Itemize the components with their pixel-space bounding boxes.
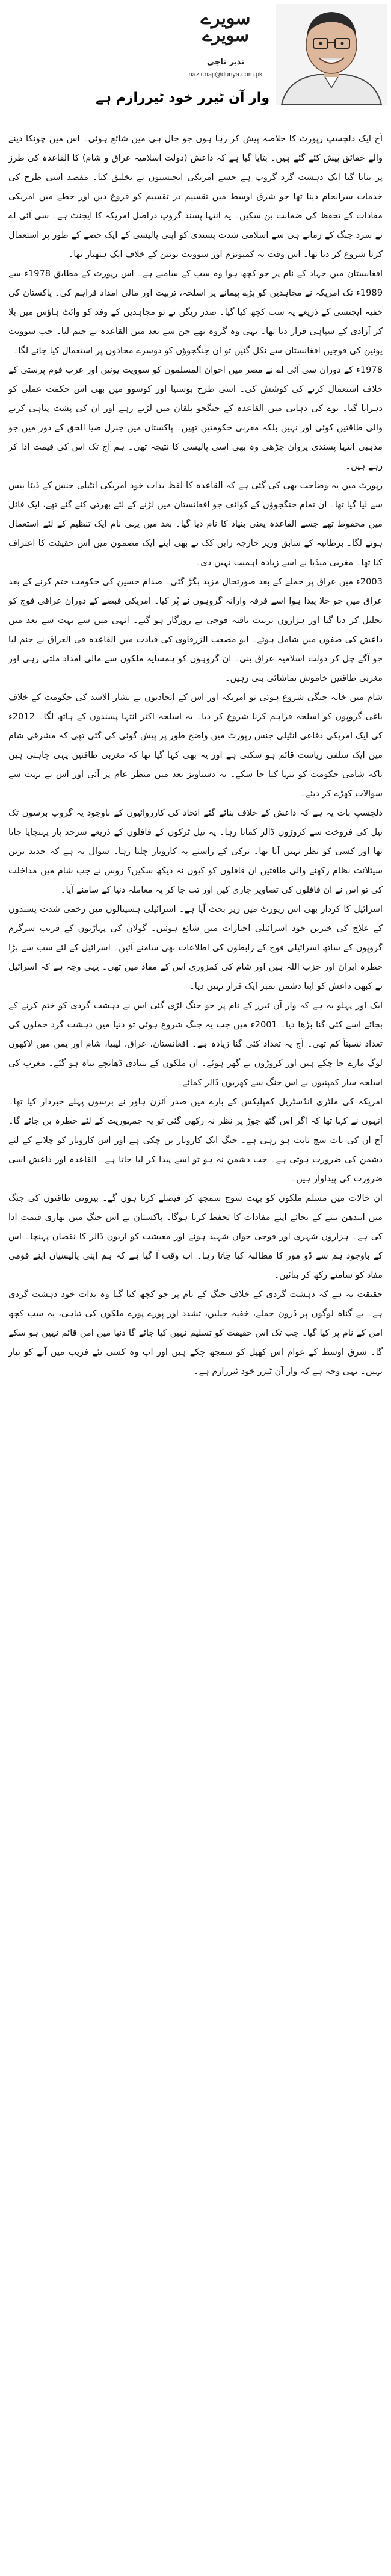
article-paragraph: ایک اور پہلو یہ ہے کہ وار آن ٹیرر کے نام پر جو جنگ لڑی گئی اس نے دہشت گردی کو ختم کرنے کے بجائے اسے کئی گنا بڑھا دیا۔ 2001ء میں جب یہ جنگ شروع ہوئی تو دنیا میں دہشت گرد حملوں کی تعداد نسبتاً کم تھی۔ آج یہ تعداد کئی گنا زیادہ ہے۔ افغانستان، عراق، لیبیا، شام اور یمن میں لاکھوں لوگ مارے جا چکے ہیں اور کروڑوں بے گھر ہوئے۔ ان ملکوں کے بنیادی ڈھانچے تباہ ہو گئے۔ مغرب کی اسلحہ ساز کمپنیوں نے اس جنگ سے کھربوں ڈالر کمائے۔ — [8, 1000, 383, 1088]
author-email: nazir.naji@dunya.com.pk — [188, 71, 263, 78]
article-paragraph: شام میں خانہ جنگی شروع ہوئی تو امریکہ اور اس کے اتحادیوں نے بشار الاسد کی حکومت کے خلاف باغی گروپوں کو اسلحہ فراہم کرنا شروع کر دیا۔ یہ اسلحہ اکثر انتہا پسندوں کے ہاتھ لگا۔ 2012ء کی ایک امریکی دفاعی انٹیلی جنس رپورٹ میں واضح طور پر پیش گوئی کی گئی تھی کہ مشرقی شام میں ایک سلفی ریاست قائم ہو سکتی ہے اور یہ بھی کہا گیا تھا کہ مغربی طاقتیں یہی چاہتی ہیں تاکہ شامی حکومت کو تنہا کیا جا سکے۔ یہ دستاویز بعد میں منظر عام پر آئی اور اس نے بہت سے سوالات کھڑے کر دیئے۔ — [8, 692, 383, 799]
article-paragraph: امریکہ کی ملٹری انڈسٹریل کمپلیکس کے بارے میں صدر آئزن ہاور نے برسوں پہلے خبردار کیا تھا۔ انہوں نے کہا تھا کہ اگر اس گٹھ جوڑ پر نظر نہ رکھی گئی تو یہ جمہوریت کے لئے خطرہ بن جائے گا۔ آج ان کی بات سچ ثابت ہو رہی ہے۔ جنگ ایک کاروبار بن چکی ہے اور اس کاروبار کو چلانے کے لئے دشمن کی ضرورت ہوتی ہے۔ جب دشمن نہ ہو تو اسے پیدا کر لیا جاتا ہے۔ القاعدہ اور داعش اسی ضرورت کی پیداوار ہیں۔ — [8, 1097, 383, 1184]
author-photo — [276, 4, 387, 105]
article-paragraph: حقیقت یہ ہے کہ دہشت گردی کے خلاف جنگ کے نام پر جو کچھ کیا گیا وہ بذات خود دہشت گردی ہے۔ بے گناہ لوگوں پر ڈرون حملے، خفیہ جیلیں، تشدد اور پورے پورے ملکوں کی تباہی، یہ سب کچھ امن کے نام پر کیا گیا۔ جب تک اس حقیقت کو تسلیم نہیں کیا جائے گا دنیا میں امن قائم نہیں ہو سکے گا۔ شرق اوسط کے عوام اس کھیل کو سمجھ چکے ہیں اور اب وہ کسی نئے فریب میں آنے کو تیار نہیں۔ یہی وجہ ہے کہ وار آن ٹیرر خود ٹیررازم ہے۔ — [8, 1289, 383, 1376]
column-logo-line1: سویرے — [200, 8, 251, 29]
article-paragraph: اسرائیل کا کردار بھی اس رپورٹ میں زیر بحث آیا ہے۔ اسرائیلی ہسپتالوں میں زخمی شدت پسندوں کے علاج کی خبریں خود اسرائیلی اخبارات میں شائع ہوئیں۔ گولان کی پہاڑیوں کے قریب سرگرم گروپوں کے ساتھ اسرائیلی فوج کے رابطوں کی اطلاعات بھی سامنے آئیں۔ اسرائیل کے لئے سب سے بڑا خطرہ ایران اور حزب اللہ ہیں اور شام کی کمزوری اس کے مفاد میں تھی۔ یہی وجہ ہے کہ اسرائیل نے کبھی داعش کو اپنا دشمن نمبر ایک قرار نہیں دیا۔ — [8, 904, 383, 991]
article-paragraph: ان حالات میں مسلم ملکوں کو بہت سوچ سمجھ کر فیصلے کرنا ہوں گے۔ بیرونی طاقتوں کی جنگ میں ایندھن بننے کے بجائے اپنے مفادات کا تحفظ کرنا ہوگا۔ پاکستان نے اس جنگ میں بھاری قیمت ادا کی ہے۔ ہزاروں شہری اور فوجی جوان شہید ہوئے اور معیشت کو اربوں ڈالر کا نقصان پہنچا۔ اس کے باوجود ہم سے ڈو مور کا مطالبہ کیا جاتا رہا۔ اب وقت آ گیا ہے کہ ہم اپنی پالیسیاں اپنے قومی مفاد کو سامنے رکھ کر بنائیں۔ — [8, 1193, 383, 1280]
article-body — [8, 129, 383, 2567]
article-paragraph: افغانستان میں جہاد کے نام پر جو کچھ ہوا وہ سب کے سامنے ہے۔ اس رپورٹ کے مطابق 1978ء سے 1989ء تک امریکہ نے مجاہدین کو بڑے پیمانے پر اسلحہ، تربیت اور مالی امداد فراہم کی۔ پاکستان کی خفیہ ایجنسی کے ذریعے یہ سب کچھ کیا گیا۔ صدر ریگن نے تو مجاہدین کے وفد کو وائٹ ہاؤس میں بلا کر آزادی کے سپاہی قرار دیا تھا۔ یہی وہ گروہ تھے جن سے بعد میں القاعدہ نے جنم لیا۔ جب سوویت یونین کی فوجیں افغانستان سے نکل گئیں تو ان جنگجوؤں کو دوسرے محاذوں پر استعمال کیا جانے لگا۔ — [8, 268, 383, 356]
article-paragraph: آج ایک دلچسپ رپورٹ کا خلاصہ پیش کر رہا ہوں جو حال ہی میں شائع ہوئی۔ اس میں چونکا دینے والے حقائق پیش کئے گئے ہیں۔ بتایا گیا ہے کہ داعش (دولت اسلامیہ عراق و شام) کا القاعدہ کی طرز پر بنایا گیا ایک دہشت گرد گروپ ہے جسے امریکی ایجنسیوں نے تخلیق کیا۔ مقصد اسی طرح کی خدمات سرانجام دینا تھا جو شرق اوسط میں تقسیم در تقسیم کو فروغ دیں اور خطے میں امریکی مفادات کے تحفظ کی ضمانت بن سکیں۔ یہ انتہا پسند گروپ دراصل امریکہ کا ایجنٹ ہے۔ سی آئی اے نے سرد جنگ کے زمانے ہی سے اسلامی شدت پسندی کو اپنی پالیسی کے ایک حصے کے طور پر استعمال کرنا شروع کر دیا تھا۔ اس وقت یہ کمیونزم اور سوویت یونین کے خلاف ایک ہتھیار تھا۔ — [8, 134, 383, 259]
author-name: نذیر ناجی — [206, 58, 245, 67]
article-paragraph: دلچسپ بات یہ ہے کہ داعش کے خلاف بنائے گئے اتحاد کی کارروائیوں کے باوجود یہ گروپ برسوں تک تیل کی فروخت سے کروڑوں ڈالر کماتا رہا۔ یہ تیل ٹرکوں کے قافلوں کے ذریعے سرحد پار پہنچایا جاتا تھا اور کسی کو نظر نہیں آتا تھا۔ ترکی کے راستے یہ کاروبار چلتا رہا۔ سوال یہ ہے کہ جدید ترین سیٹلائٹ نظام رکھنے والی طاقتیں ان قافلوں کو کیوں نہ دیکھ سکیں؟ روس نے جب شام میں مداخلت کی تو اس نے ان قافلوں کی تصاویر جاری کیں اور تب جا کر یہ معاملہ دنیا کے سامنے آیا۔ — [8, 808, 383, 895]
author-portrait-illustration — [276, 4, 387, 105]
column-header — [0, 0, 391, 123]
column-logo-line2: سویرے — [202, 25, 249, 45]
column-logo — [180, 8, 271, 52]
column-title: وار آن ٹیرر خود ٹیررازم ہے — [96, 90, 269, 105]
article-paragraph: 1978ء کے دوران سی آئی اے نے مصر میں اخوان المسلمون کو سوویت یونین اور عرب قوم پرستی کے خلاف استعمال کرنے کی کوشش کی۔ اسی طرح بوسنیا اور کوسوو میں بھی اس حکمت عملی کو دہرایا گیا۔ نوے کی دہائی میں القاعدہ کے جنگجو بلقان میں لڑتے رہے اور ان کی پشت پناہی کرنے والی طاقتیں کوئی اور نہیں بلکہ مغربی حکومتیں تھیں۔ پاکستان میں جنرل ضیا الحق کے دور میں جو مذہبی انتہا پسندی پروان چڑھی وہ بھی اسی پالیسی کا نتیجہ تھی۔ ہم آج تک اس کی قیمت ادا کر رہے ہیں۔ — [8, 365, 383, 471]
article-paragraph: 2003ء میں عراق پر حملے کے بعد صورتحال مزید بگڑ گئی۔ صدام حسین کی حکومت ختم کرنے کے بعد عراق میں جو خلا پیدا ہوا اسے فرقہ وارانہ گروہوں نے پُر کیا۔ امریکی قبضے کے دوران عراقی فوج کو تحلیل کر دیا گیا اور ہزاروں تربیت یافتہ فوجی بے روزگار ہو گئے۔ انہی میں سے بہت سے بعد میں داعش کی صفوں میں شامل ہوئے۔ ابو مصعب الزرقاوی کی قیادت میں القاعدہ فی العراق نے جنم لیا جو آگے چل کر دولت اسلامیہ عراق بنی۔ ان گروہوں کو ہمسایہ ملکوں سے مالی امداد ملتی رہی اور مغربی طاقتیں خاموش تماشائی بنی رہیں۔ — [8, 577, 383, 683]
article-paragraph: رپورٹ میں یہ وضاحت بھی کی گئی ہے کہ القاعدہ کا لفظ بذات خود امریکی انٹیلی جنس کے ڈیٹا بیس سے لیا گیا تھا۔ ان تمام جنگجوؤں کے کوائف جو افغانستان میں لڑنے کے لئے بھرتی کئے گئے تھے، ایک فائل میں محفوظ تھے جسے القاعدہ یعنی بنیاد کا نام دیا گیا۔ بعد میں یہی نام ایک تنظیم کے لئے استعمال ہونے لگا۔ برطانیہ کے سابق وزیر خارجہ رابن کک نے بھی اپنے ایک مضمون میں اس حقیقت کا اعتراف کیا تھا۔ مغربی میڈیا نے اسے زیادہ اہمیت نہیں دی۔ — [8, 480, 383, 568]
